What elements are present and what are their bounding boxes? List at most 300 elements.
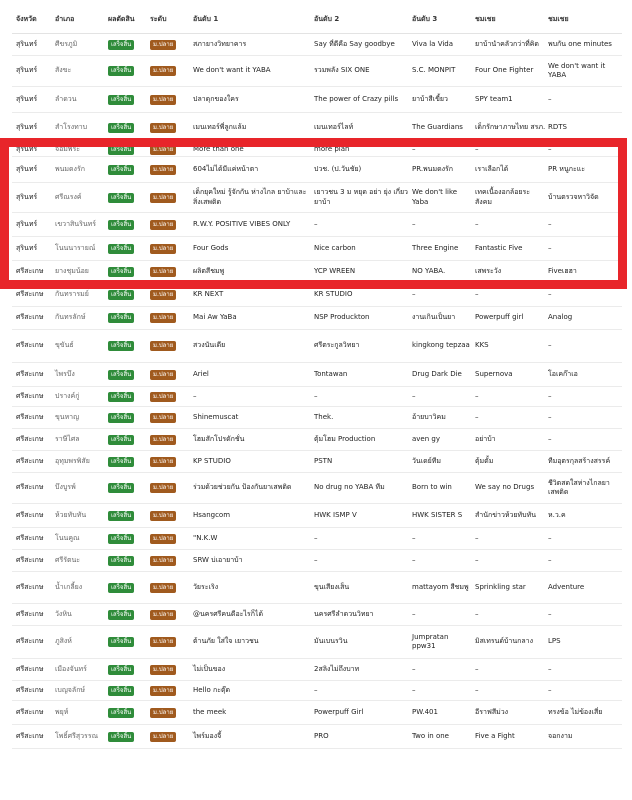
rank-2-cell-text: เยาวชน 3 ม หยุด อย่า ยุ่ง เกี่ยว ยาบ้า: [314, 188, 408, 206]
rank-1-cell: [193, 626, 314, 658]
result-badge: เสร็จสิ้น: [108, 193, 134, 203]
level-cell: [150, 157, 194, 182]
rank-2-cell: [314, 143, 411, 156]
table-row: [12, 387, 622, 407]
rank-3-cell-text: PR.พนมดงรัก: [412, 164, 454, 173]
district-cell: [55, 113, 111, 142]
district-cell-text: ศรีรัตนะ: [55, 555, 81, 564]
rank-1-cell: [193, 307, 314, 329]
rank-1-cell: [193, 407, 314, 428]
province-cell-text: ศรีสะเกษ: [16, 510, 44, 519]
table-row: [12, 572, 622, 604]
district-cell: [55, 504, 111, 527]
honorable-1-cell-text: –: [475, 144, 479, 153]
district-cell-text: บึงบูรพ์: [55, 483, 76, 492]
honorable-1-cell-text: –: [475, 412, 479, 421]
result-cell: [108, 330, 150, 362]
honorable-1-cell: [475, 701, 547, 724]
result-badge: เสร็จสิ้น: [108, 290, 134, 300]
table-row: [12, 307, 622, 330]
rank-2-cell: [314, 113, 411, 142]
result-badge: เสร็จสิ้น: [108, 511, 134, 521]
table-row: [12, 363, 622, 387]
rank-3-cell: [412, 307, 474, 329]
honorable-1-cell-text: Supernova: [475, 369, 513, 378]
district-cell-text: เบญจลักษ์: [55, 685, 86, 694]
honorable-2-cell-text: LPS: [548, 637, 561, 646]
result-cell: [108, 113, 150, 142]
honorable-1-cell-text: เราเลือกได้: [475, 164, 509, 173]
district-cell-text: ศีขรภูมิ: [55, 39, 78, 48]
honorable-1-cell: [475, 725, 547, 748]
honorable-1-cell: [475, 528, 547, 549]
result-badge: เสร็จสิ้น: [108, 267, 134, 277]
rank-3-cell: [412, 473, 474, 503]
result-badge: เสร็จสิ้น: [108, 123, 134, 133]
honorable-1-cell-text: Powerpuff girl: [475, 313, 524, 322]
rank-1-cell-text: More than one: [193, 144, 244, 153]
province-cell-text: ศรีสะเกษ: [16, 555, 44, 564]
level-cell: [150, 429, 194, 450]
table-row: [12, 429, 622, 451]
table-row: [12, 701, 622, 725]
rank-3-cell: [412, 87, 474, 112]
rank-2-cell: [314, 429, 411, 450]
province-cell-text: ศรีสะเกษ: [16, 707, 44, 716]
province-cell-text: ศรีสะเกษ: [16, 533, 44, 542]
rank-1-cell: [193, 429, 314, 450]
result-cell: [108, 451, 150, 472]
level-cell: [150, 572, 194, 603]
honorable-1-cell-text: –: [475, 555, 479, 564]
rank-2-cell-text: เมนเทอร์ไลท์: [314, 122, 354, 131]
district-cell-text: ห้วยทับทัน: [55, 510, 87, 519]
honorable-2-cell-text: โอเคก๊าเอ: [548, 369, 578, 378]
province-cell-text: ศรีสะเกษ: [16, 637, 44, 646]
level-badge: ม.ปลาย: [150, 556, 176, 566]
header-province: จังหวัด: [16, 15, 37, 24]
rank-1-cell: [193, 87, 314, 112]
rank-3-cell-text: PW.401: [412, 707, 438, 716]
level-cell: [150, 284, 194, 306]
district-cell-text: ศรีณรงค์: [55, 192, 82, 201]
honorable-2-cell: [548, 451, 620, 472]
rank-1-cell: [193, 261, 314, 283]
honorable-2-cell: [548, 34, 620, 55]
results-table: [12, 7, 622, 749]
rank-3-cell-text: ยาบ้าสีเขี้ยว: [412, 94, 448, 103]
table-row: [12, 725, 622, 749]
honorable-2-cell: [548, 330, 620, 362]
honorable-2-cell-text: –: [548, 243, 552, 252]
result-badge: เสร็จสิ้น: [108, 637, 134, 647]
result-cell: [108, 34, 150, 55]
table-row: [12, 330, 622, 363]
honorable-2-cell: [548, 407, 620, 428]
level-cell: [150, 307, 194, 329]
honorable-2-cell: [548, 87, 620, 112]
result-badge: เสร็จสิ้น: [108, 457, 134, 467]
result-badge: เสร็จสิ้น: [108, 220, 134, 230]
level-badge: ม.ปลาย: [150, 370, 176, 380]
district-cell-text: ขุขันธ์: [55, 341, 74, 350]
honorable-1-cell-text: –: [475, 290, 479, 299]
honorable-1-cell-text: We say no Drugs: [475, 483, 535, 492]
rank-2-cell: [314, 56, 411, 86]
rank-3-cell-text: วันเดย์ทีม: [412, 456, 441, 465]
table-row: [12, 473, 622, 504]
level-cell: [150, 330, 194, 362]
rank-3-cell-text: Three Engine: [412, 243, 459, 252]
level-badge: ม.ปลาย: [150, 244, 176, 254]
rank-3-cell-text: NO YABA.: [412, 267, 446, 276]
honorable-1-cell-text: อย่าบ้า: [475, 434, 496, 443]
district-cell: [55, 307, 111, 329]
result-badge: เสร็จสิ้น: [108, 665, 134, 675]
rank-1-cell: [193, 504, 314, 527]
honorable-2-cell-text: จอกงาม: [548, 731, 573, 740]
result-badge: เสร็จสิ้น: [108, 95, 134, 105]
rank-3-cell: [412, 284, 474, 306]
rank-2-cell-text: 2สลิงไม่ถึงบาท: [314, 664, 360, 673]
honorable-2-cell: [548, 307, 620, 329]
honorable-1-cell: [475, 330, 547, 362]
result-badge: เสร็จสิ้น: [108, 435, 134, 445]
honorable-1-cell-text: Four One Fighter: [475, 66, 534, 75]
honorable-2-cell-text: –: [548, 290, 552, 299]
level-badge: ม.ปลาย: [150, 708, 176, 718]
honorable-2-cell-text: Fiveเฮฮา: [548, 267, 577, 276]
district-cell-text: พยุห์: [55, 707, 69, 716]
level-cell: [150, 604, 194, 625]
level-cell: [150, 183, 194, 212]
rank-3-cell-text: The Guardians: [412, 122, 463, 131]
rank-2-cell-text: Tontawan: [314, 369, 348, 378]
rank-2-cell: [314, 261, 411, 283]
district-cell: [55, 183, 111, 212]
rank-3-cell-text: Born to win: [412, 483, 452, 492]
rank-2-cell-text: ศรีตระกูลวิทยา: [314, 341, 360, 350]
rank-1-cell: [193, 725, 314, 748]
honorable-2-cell-text: –: [548, 412, 552, 421]
rank-2-cell-text: –: [314, 555, 318, 564]
result-badge: เสร็จสิ้น: [108, 556, 134, 566]
rank-2-cell: [314, 307, 411, 329]
honorable-2-cell-text: –: [548, 144, 552, 153]
table-row: [12, 157, 622, 183]
district-cell-text: โพธิ์ศรีสุวรรณ: [55, 731, 99, 740]
rank-1-cell-text: 604ไม่ได้มีแค่หน้าตา: [193, 164, 259, 173]
table-row: [12, 113, 622, 143]
result-cell: [108, 237, 150, 260]
honorable-2-cell-text: พบกัน one minutes: [548, 39, 612, 48]
rank-2-cell: [314, 659, 411, 680]
result-badge: เสร็จสิ้น: [108, 244, 134, 254]
level-cell: [150, 473, 194, 503]
level-badge: ม.ปลาย: [150, 341, 176, 351]
rank-3-cell: [412, 261, 474, 283]
province-cell-text: สุรินทร์: [16, 66, 38, 75]
rank-1-cell-text: @นครศรีคนดีอะไรก็ได้: [193, 609, 263, 618]
district-cell-text: เมืองจันทร์: [55, 664, 87, 673]
district-cell-text: วังหิน: [55, 609, 72, 618]
honorable-2-cell-text: ชีวิตสดใสห่างไกลยาเสพติด: [548, 478, 610, 496]
province-cell-text: สุรินทร์: [16, 39, 38, 48]
level-badge: ม.ปลาย: [150, 165, 176, 175]
rank-3-cell: [412, 387, 474, 406]
rank-1-cell-text: เมนเทอร์พี่ลูกแล้ม: [193, 122, 247, 131]
result-cell: [108, 87, 150, 112]
result-badge: เสร็จสิ้น: [108, 392, 134, 402]
rank-2-cell: [314, 473, 411, 503]
honorable-2-cell-text: Adventure: [548, 582, 585, 591]
rank-3-cell-text: Two in one: [412, 731, 449, 740]
honorable-1-cell: [475, 451, 547, 472]
rank-1-cell-text: Four Gods: [193, 243, 229, 252]
rank-2-cell: [314, 330, 411, 362]
honorable-1-cell-text: ยาบ้านำคลัวกว่าที่คิด: [475, 39, 539, 48]
level-badge: ม.ปลาย: [150, 457, 176, 467]
rank-3-cell-text: HWK SISTER S: [412, 510, 463, 519]
honorable-1-cell-text: –: [475, 664, 479, 673]
district-cell-text: สังขะ: [55, 66, 72, 75]
honorable-2-cell-text: Analog: [548, 313, 573, 322]
rank-2-cell: [314, 183, 411, 212]
honorable-1-cell: [475, 56, 547, 86]
rank-1-cell-text: KP STUDIO: [193, 456, 231, 465]
table-row: [12, 626, 622, 659]
level-badge: ม.ปลาย: [150, 483, 176, 493]
level-cell: [150, 261, 194, 283]
honorable-1-cell-text: –: [475, 685, 479, 694]
level-badge: ม.ปลาย: [150, 686, 176, 696]
rank-1-cell: [193, 528, 314, 549]
level-cell: [150, 550, 194, 571]
rank-3-cell: [412, 56, 474, 86]
rank-3-cell: [412, 113, 474, 142]
level-badge: ม.ปลาย: [150, 40, 176, 50]
rank-3-cell-text: –: [412, 144, 416, 153]
table-row: [12, 407, 622, 429]
rank-3-cell: [412, 681, 474, 700]
rank-2-cell: [314, 572, 411, 603]
province-cell-text: สุรินทร์: [16, 164, 38, 173]
level-cell: [150, 725, 194, 748]
district-cell-text: น้ำเกลี้ยง: [55, 582, 83, 591]
honorable-2-cell: [548, 681, 620, 700]
honorable-2-cell: [548, 429, 620, 450]
rank-1-cell-text: Ariel: [193, 369, 209, 378]
level-badge: ม.ปลาย: [150, 413, 176, 423]
honorable-1-cell-text: อีราฟสีม่วง: [475, 707, 509, 716]
table-row: [12, 284, 622, 307]
rank-1-cell-text: Hsangcom: [193, 510, 231, 519]
rank-1-cell-text: โฮมสักโปรดักชั่น: [193, 434, 245, 443]
table-row: [12, 56, 622, 87]
result-cell: [108, 473, 150, 503]
level-badge: ม.ปลาย: [150, 665, 176, 675]
honorable-2-cell-text: –: [548, 434, 552, 443]
level-badge: ม.ปลาย: [150, 66, 176, 76]
result-cell: [108, 407, 150, 428]
district-cell: [55, 284, 111, 306]
rank-1-cell: [193, 387, 314, 406]
honorable-2-cell-text: –: [548, 391, 552, 400]
rank-1-cell: [193, 572, 314, 603]
rank-1-cell-text: ต้านภัย ใส่ใจ เยาวชน: [193, 637, 259, 646]
table-row: [12, 34, 622, 56]
result-cell: [108, 701, 150, 724]
result-badge: เสร็จสิ้น: [108, 732, 134, 742]
rank-2-cell: [314, 504, 411, 527]
honorable-1-cell-text: KKS: [475, 341, 489, 350]
rank-3-cell-text: mattayom สีชมพู: [412, 582, 469, 591]
rank-2-cell: [314, 550, 411, 571]
result-badge: เสร็จสิ้น: [108, 66, 134, 76]
honorable-2-cell: [548, 113, 620, 142]
rank-2-cell-text: NSP Produckton: [314, 313, 370, 322]
rank-2-cell: [314, 681, 411, 700]
rank-3-cell: [412, 451, 474, 472]
level-cell: [150, 363, 194, 386]
province-cell-text: ศรีสะเกษ: [16, 609, 44, 618]
honorable-1-cell: [475, 307, 547, 329]
result-cell: [108, 572, 150, 603]
rank-2-cell: [314, 213, 411, 236]
rank-2-cell-text: HWK ISMP V: [314, 510, 357, 519]
level-badge: ม.ปลาย: [150, 610, 176, 620]
honorable-2-cell-text: We don't want it YABA: [548, 61, 606, 79]
level-cell: [150, 659, 194, 680]
level-cell: [150, 626, 194, 658]
result-cell: [108, 183, 150, 212]
table-body: [12, 34, 622, 749]
rank-3-cell: [412, 183, 474, 212]
result-cell: [108, 626, 150, 658]
rank-3-cell: [412, 604, 474, 625]
honorable-2-cell-text: บ้านตรวจหาวิจัด: [548, 192, 599, 201]
level-badge: ม.ปลาย: [150, 583, 176, 593]
district-cell: [55, 407, 111, 428]
district-cell-text: จอมพระ: [55, 144, 81, 153]
province-cell-text: ศรีสะเกษ: [16, 391, 44, 400]
province-cell-text: สุรินทร์: [16, 219, 38, 228]
level-badge: ม.ปลาย: [150, 267, 176, 277]
province-cell-text: ศรีสะเกษ: [16, 434, 44, 443]
honorable-1-cell-text: มิสเทรนด์บ้านกลาง: [475, 637, 534, 646]
rank-3-cell: [412, 626, 474, 658]
rank-3-cell-text: We don't like Yaba: [412, 188, 458, 206]
district-cell: [55, 261, 111, 283]
result-cell: [108, 284, 150, 306]
header-result: ผลตัดสิน: [108, 15, 135, 24]
district-cell-text: ปรางค์กู่: [55, 391, 80, 400]
rank-2-cell-text: ตุ้มโฮม Production: [314, 434, 376, 443]
honorable-1-cell: [475, 237, 547, 260]
honorable-2-cell: [548, 604, 620, 625]
honorable-2-cell: [548, 284, 620, 306]
rank-1-cell-text: "N.K.W: [193, 533, 218, 542]
rank-1-cell-text: ไม่เป็นของ: [193, 664, 226, 673]
rank-1-cell-text: the meek: [193, 707, 227, 716]
honorable-2-cell: [548, 157, 620, 182]
result-cell: [108, 659, 150, 680]
rank-2-cell-text: more plan: [314, 144, 350, 153]
result-cell: [108, 550, 150, 571]
honorable-2-cell-text: –: [548, 219, 552, 228]
rank-3-cell-text: –: [412, 533, 416, 542]
rank-2-cell-text: YCP WREEN: [314, 267, 356, 276]
rank-1-cell: [193, 330, 314, 362]
district-cell-text: ภูสิงห์: [55, 637, 72, 646]
rank-1-cell: [193, 473, 314, 503]
level-cell: [150, 504, 194, 527]
rank-3-cell-text: S.C. MONPIT: [412, 66, 456, 75]
district-cell-text: พนมดงรัก: [55, 164, 85, 173]
rank-1-cell: [193, 157, 314, 182]
honorable-1-cell-text: เทคเนื้องอกล้อยระ สังคม: [475, 188, 531, 206]
honorable-1-cell: [475, 626, 547, 658]
rank-1-cell-text: วัยระเริง: [193, 582, 219, 591]
honorable-1-cell: [475, 113, 547, 142]
district-cell: [55, 330, 111, 362]
province-cell-text: ศรีสะเกษ: [16, 664, 44, 673]
rank-3-cell-text: –: [412, 391, 416, 400]
district-cell-text: อุทุมพรพิสัย: [55, 456, 90, 465]
rank-1-cell: [193, 284, 314, 306]
rank-2-cell: [314, 528, 411, 549]
district-cell: [55, 701, 111, 724]
header-honorable-1: ชมเชย: [475, 15, 496, 24]
honorable-1-cell: [475, 407, 547, 428]
rank-1-cell: [193, 659, 314, 680]
rank-2-cell-text: Thek.: [314, 412, 334, 421]
district-cell-text: ลำดวน: [55, 94, 77, 103]
province-cell-text: สุรินทร์: [16, 243, 38, 252]
rank-2-cell-text: –: [314, 391, 318, 400]
rank-1-cell: [193, 604, 314, 625]
district-cell-text: ขุนหาญ: [55, 412, 80, 421]
district-cell: [55, 143, 111, 156]
header-rank-1: อันดับ 1: [193, 15, 219, 24]
level-badge: ม.ปลาย: [150, 290, 176, 300]
district-cell-text: สำโรงทาบ: [55, 122, 88, 131]
rank-1-cell: [193, 701, 314, 724]
rank-3-cell: [412, 528, 474, 549]
rank-3-cell-text: kingkong tepzaa: [412, 341, 470, 350]
rank-2-cell-text: Powerpuff Girl: [314, 707, 364, 716]
province-cell-text: ศรีสะเกษ: [16, 369, 44, 378]
rank-2-cell: [314, 387, 411, 406]
level-badge: ม.ปลาย: [150, 123, 176, 133]
honorable-1-cell-text: ตุ้มตั้ม: [475, 456, 494, 465]
rank-1-cell: [193, 550, 314, 571]
level-cell: [150, 681, 194, 700]
rank-2-cell: [314, 451, 411, 472]
rank-2-cell: [314, 157, 411, 182]
rank-2-cell: [314, 363, 411, 386]
result-badge: เสร็จสิ้น: [108, 165, 134, 175]
rank-1-cell: [193, 113, 314, 142]
table-row: [12, 451, 622, 473]
honorable-2-cell-text: ห.ว.ค: [548, 510, 566, 519]
header-level: ระดับ: [150, 15, 167, 24]
rank-2-cell-text: Say ที่ดีคือ Say goodbye: [314, 39, 395, 48]
rank-1-cell-text: –: [193, 391, 197, 400]
rank-1-cell: [193, 451, 314, 472]
honorable-1-cell-text: เสพระวัง: [475, 267, 502, 276]
level-badge: ม.ปลาย: [150, 220, 176, 230]
